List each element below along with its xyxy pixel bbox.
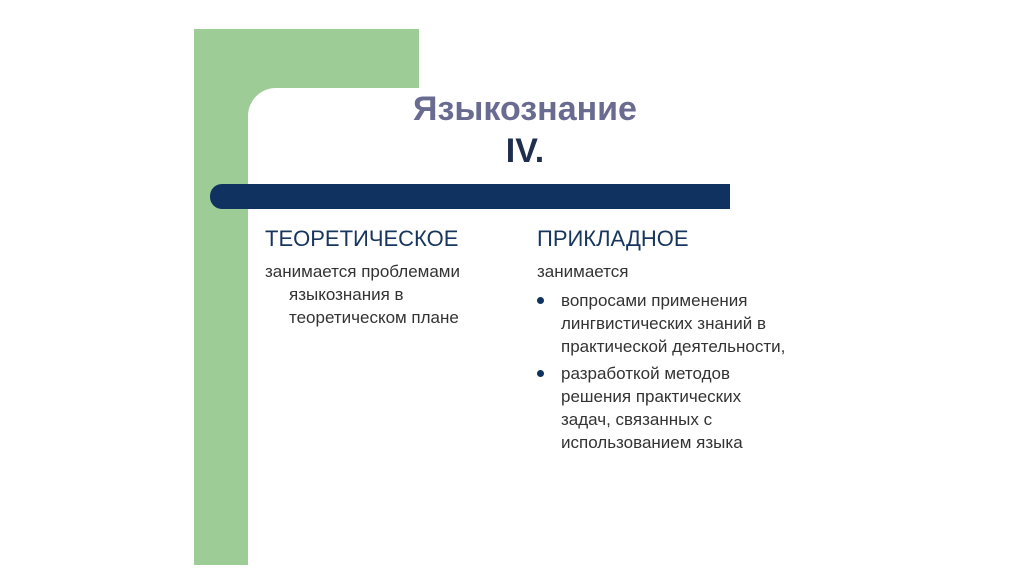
- title-line-1: Языкознание: [413, 90, 637, 128]
- title-divider-bar: [210, 184, 730, 209]
- list-item: [537, 289, 787, 358]
- title-line-2: IV.: [505, 132, 545, 170]
- right-column-intro: занимается: [537, 262, 629, 281]
- list-item: [537, 362, 787, 454]
- right-column: [537, 226, 787, 458]
- bullet-text: разработкой методов решения практических задач, связанных с использованием языка: [561, 364, 743, 452]
- bullet-dot-icon: [537, 370, 544, 377]
- bullet-dot-icon: [537, 297, 544, 304]
- right-column-heading: ПРИКЛАДНОЕ: [537, 226, 689, 251]
- left-column-text: занимается проблемами языкознания в теоретическом плане: [265, 262, 460, 327]
- slide-title: [380, 88, 670, 172]
- right-bullet-list: [537, 289, 787, 454]
- left-column: [265, 226, 505, 329]
- left-column-heading: ТЕОРЕТИЧЕСКОЕ: [265, 226, 459, 251]
- bullet-text: вопросами применения лингвистических знаний в практической деятельности,: [561, 291, 786, 356]
